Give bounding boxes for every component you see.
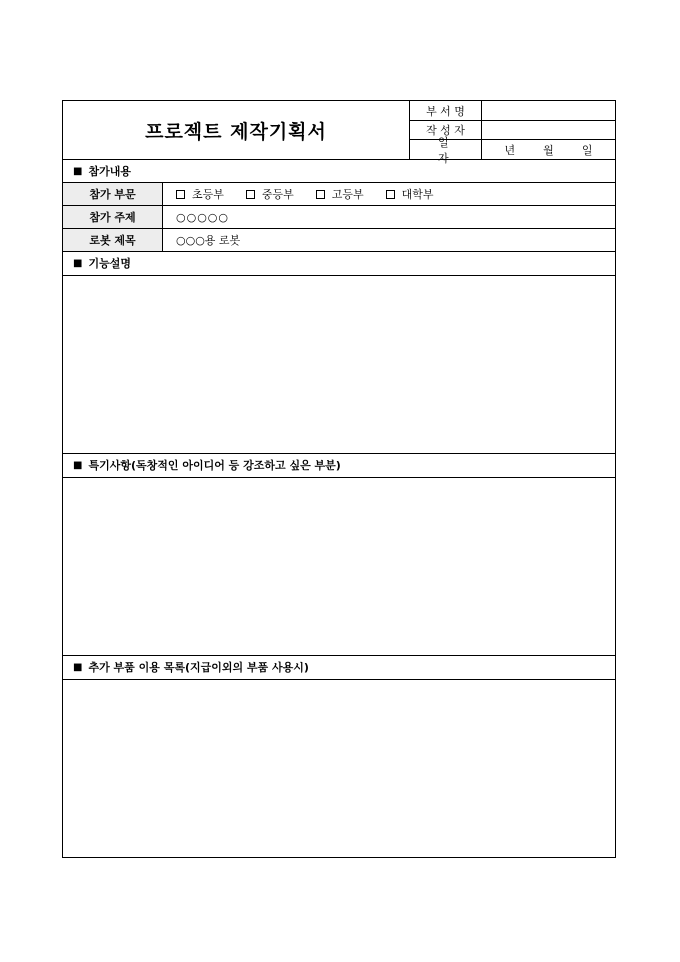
section-title: 특기사항(독창적인 아이디어 등 강조하고 싶은 부분) xyxy=(88,459,341,472)
date-field[interactable] xyxy=(482,140,615,159)
checkbox-icon[interactable] xyxy=(246,190,255,199)
section-title: 기능설명 xyxy=(88,257,131,270)
special-notes-area[interactable] xyxy=(63,478,615,655)
parts-list-section-header xyxy=(63,656,625,678)
topic-label: 참가 주제 xyxy=(63,206,162,228)
square-bullet-icon: ■ xyxy=(73,459,83,471)
division-label: 참가 부문 xyxy=(63,183,162,205)
robot-title-label: 로봇 제목 xyxy=(63,229,162,251)
author-label: 작 성 자 xyxy=(426,124,465,137)
checkbox-icon[interactable] xyxy=(316,190,325,199)
division-option-college[interactable]: 대학부 xyxy=(386,186,434,202)
square-bullet-icon: ■ xyxy=(73,257,83,269)
division-option-elementary[interactable]: 초등부 xyxy=(176,186,224,202)
checkbox-icon[interactable] xyxy=(386,190,395,199)
dept-field[interactable] xyxy=(482,101,615,120)
robot-title-field[interactable]: ○○○용 로봇 xyxy=(176,234,241,247)
document-title: 프로젝트 제작기획서 xyxy=(145,120,327,143)
division-option-middle[interactable]: 중등부 xyxy=(246,186,294,202)
section-title: 추가 부품 이용 목록(지급이외의 부품 사용시) xyxy=(88,661,309,674)
day-label: 일 xyxy=(581,143,593,157)
division-option-high[interactable]: 고등부 xyxy=(316,186,364,202)
parts-list-area[interactable] xyxy=(63,680,615,857)
function-description-area[interactable] xyxy=(63,276,615,453)
date-label: 일 자 xyxy=(438,135,477,165)
dept-label: 부 서 명 xyxy=(426,104,465,118)
function-section-header xyxy=(63,252,625,274)
square-bullet-icon: ■ xyxy=(73,165,83,177)
topic-field[interactable]: ○○○○○ xyxy=(176,210,229,224)
year-label: 년 xyxy=(504,143,516,157)
project-plan-form xyxy=(62,100,616,858)
square-bullet-icon: ■ xyxy=(73,661,83,673)
division-options xyxy=(176,183,606,205)
checkbox-icon[interactable] xyxy=(176,190,185,199)
month-label: 월 xyxy=(543,143,554,157)
section-title: 참가내용 xyxy=(88,165,131,178)
participation-section-header xyxy=(63,160,625,182)
author-field[interactable] xyxy=(482,121,615,139)
divider xyxy=(162,182,163,252)
special-notes-section-header xyxy=(63,454,625,476)
